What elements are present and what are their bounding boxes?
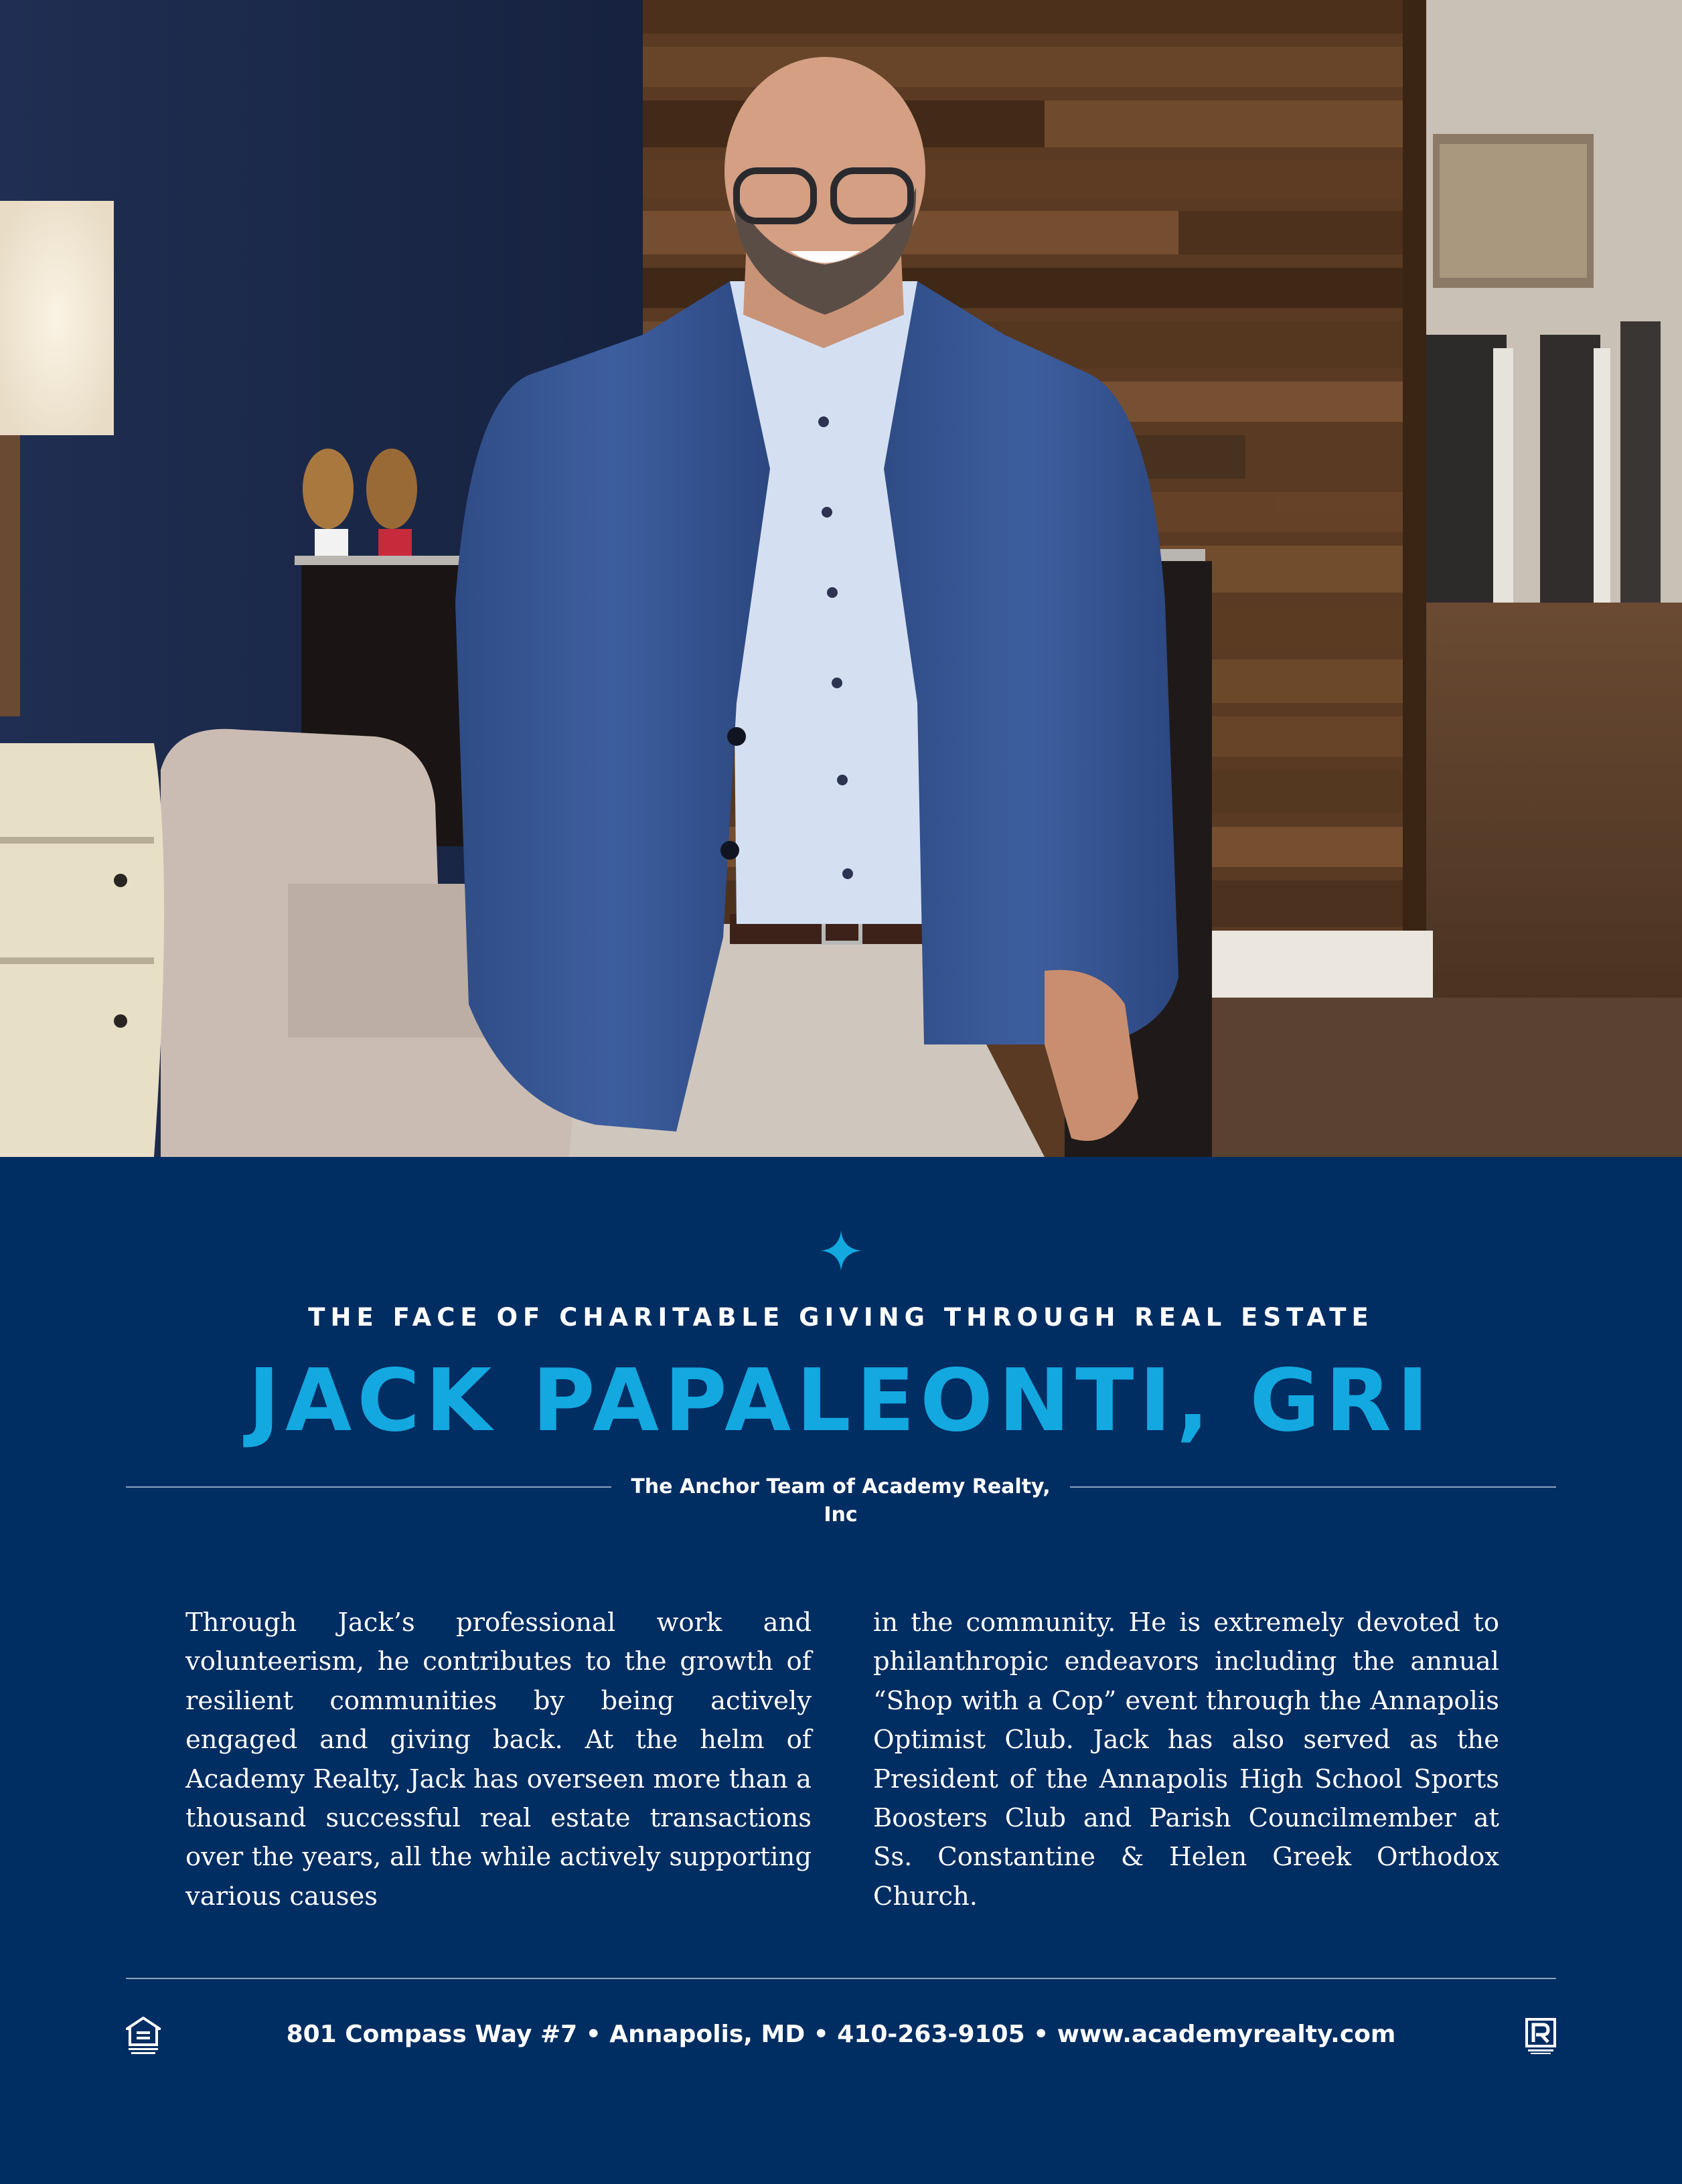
- divider-right: [1070, 1486, 1556, 1488]
- contact-line: 801 Compass Way #7 • Annapolis, MD • 410-263-9105 • www.academyrealty.com: [286, 2021, 1396, 2048]
- kicker-heading: THE FACE OF CHARITABLE GIVING THROUGH REAL ESTATE: [308, 1303, 1374, 1332]
- sparkle-star-icon: [821, 1231, 861, 1271]
- bio-column-right: in the community. He is extremely devoted to philanthropic endeavors including the annual “Shop with a Cop” event through the Annapolis Optimist Club. Jack has also served as the President of the Annapolis High School Sports Boosters Club and Parish Councilmember at Ss. Constantine & Helen Greek Orthodox Church.: [873, 1608, 1499, 1912]
- bio-column-left: Through Jack’s professional work and volunteerism, he contributes to the growth of resilient communities by being actively engaged and giving back. At the helm of Academy Realty, Jack has overseen more than a thousand successful real estate transactions over the years, all the while actively supporting various causes: [185, 1608, 812, 1912]
- team-name: The Anchor Team of Academy Realty, Inc: [631, 1475, 1051, 1527]
- divider-left: [126, 1486, 611, 1488]
- footer-divider: [126, 1978, 1556, 1979]
- agent-name: JACK PAPALEONTI, GRI: [248, 1351, 1434, 1451]
- realtor-logo-icon: [1525, 2018, 1556, 2055]
